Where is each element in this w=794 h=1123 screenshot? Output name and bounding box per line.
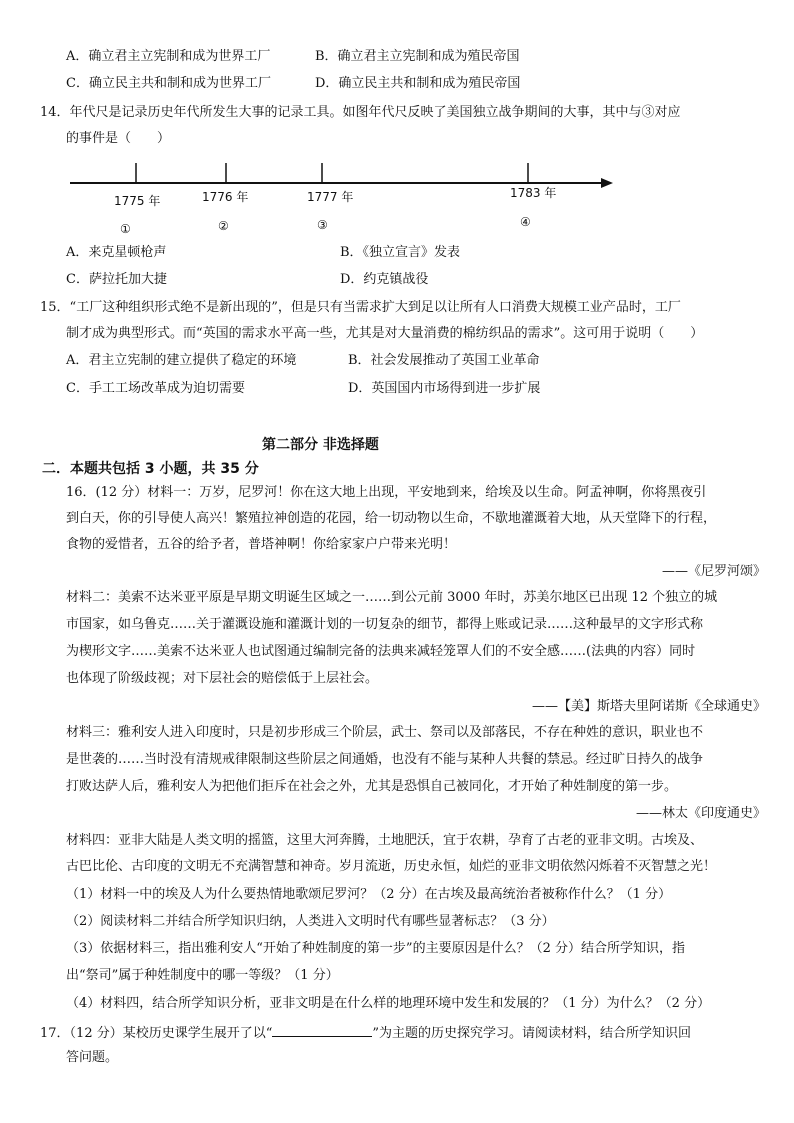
year-label-1: 1775 年 xyxy=(114,194,161,208)
q13-option-a: A．确立君主立宪制和成为世界工厂 xyxy=(66,49,271,64)
q17-stem-post: ”为主题的历史探究学习。请阅读材料，结合所学知识回 xyxy=(372,1026,692,1041)
q15-option-b: B．社会发展推动了英国工业革命 xyxy=(348,353,540,368)
q17-stem-cont: 答问题。 xyxy=(66,1050,119,1065)
q14-option-c: C．萨拉托加大捷 xyxy=(66,272,167,287)
mark-2: ② xyxy=(218,219,229,233)
q16-m1-line2: 到白天，你的引导使人高兴！繁殖拉神创造的花园，给一切动物以生命，不歇地灌溉着大地，从天堂降下的行程， xyxy=(66,511,717,526)
q14-stem: 14．年代尺是记录历史年代所发生大事的记录工具。如图年代尺反映了美国独立战争期间的大事，其中与③对应 xyxy=(40,105,681,120)
q15-option-d: D．英国国内市场得到进一步扩展 xyxy=(348,381,541,396)
mark-4: ④ xyxy=(520,215,531,229)
q16-m3-line1: 材料三：雅利安人进入印度时，只是初步形成三个阶层，武士、祭司以及部落民，不存在种姓的意识，职业也不 xyxy=(66,725,704,740)
q15-stem: 15．“工厂这种组织形式绝不是新出现的”，但是只有当需求扩大到足以让所有人口消费大规模工业产品时，工厂 xyxy=(40,300,681,315)
q13-option-b: B．确立君主立宪制和成为殖民帝国 xyxy=(315,49,520,64)
q16-m4-line1: 材料四：亚非大陆是人类文明的摇篮，这里大河奔腾，土地肥沃，宜于农耕，孕育了古老的亚非文明。古埃及、 xyxy=(66,833,704,848)
q16-subquestion-3-cont: 出“祭司”属于种姓制度中的哪一等级？（1 分） xyxy=(66,968,339,983)
part2-title: 第二部分 非选择题 xyxy=(262,437,379,453)
q13-option-d: D．确立民主共和制和成为殖民帝国 xyxy=(315,76,521,91)
section-heading: 二．本题共包括 3 小题，共 35 分 xyxy=(42,461,259,477)
q17-stem xyxy=(40,1022,691,1043)
mark-3: ③ xyxy=(317,218,328,232)
q13-option-c: C．确立民主共和制和成为世界工厂 xyxy=(66,76,271,91)
q16-subquestion-2: （2）阅读材料二并结合所学知识归纳，人类进入文明时代有哪些显著标志？（3 分） xyxy=(66,914,555,929)
q16-m1-line3: 食物的爱惜者，五谷的给予者，普塔神啊！你给家家户户带来光明！ xyxy=(66,537,457,552)
year-label-4: 1783 年 xyxy=(510,186,557,200)
q17-stem-pre: 17．（12 分）某校历史课学生展开了以“ xyxy=(40,1026,273,1041)
q16-subquestion-3: （3）依据材料三，指出雅利安人“开始了种姓制度的第一步”的主要原因是什么？（2 分）结合所学知识，指 xyxy=(66,941,685,956)
q16-m2-line1: 材料二：美索不达米亚平原是早期文明诞生区域之一……到公元前 3000 年时，苏美尔地区已出现 12 个独立的城 xyxy=(66,590,718,605)
q15-option-c: C．手工工场改革成为迫切需要 xyxy=(66,381,245,396)
q16-m2-line4: 也体现了阶级歧视；对下层社会的赔偿低于上层社会。 xyxy=(66,671,379,686)
q16-m1-line1: 16．(12 分）材料一：万岁，尼罗河！你在这大地上出现，平安地到来，给埃及以生命。阿孟神啊，你将黑夜引 xyxy=(66,485,707,500)
q16-m3-source: ——林太《印度通史》 xyxy=(635,806,766,821)
mark-1: ① xyxy=(120,222,131,236)
q14-stem-cont: 的事件是（ ） xyxy=(66,131,171,146)
q16-m3-line3: 打败达萨人后，雅利安人为把他们拒斥在社会之外，尤其是恐惧自己被同化，才开始了种姓制度的第一步。 xyxy=(66,779,678,794)
q16-m3-line2: 是世袭的……当时没有清规戒律限制这些阶层之间通婚，也没有不能与某种人共餐的禁忌。经过旷日持久的战争 xyxy=(66,752,704,767)
q15-stem-cont: 制才成为典型形式。而“英国的需求水平高一些，尤其是对大量消费的棉纺织品的需求”。这可用于说明（ ） xyxy=(66,326,704,341)
q14-option-d: D．约克镇战役 xyxy=(340,272,429,287)
q16-subquestion-4: （4）材料四，结合所学知识分析，亚非文明是在什么样的地理环境中发生和发展的？（1 分）为什么？（2 分） xyxy=(66,996,711,1011)
timeline-figure xyxy=(60,155,630,240)
year-label-2: 1776 年 xyxy=(202,190,249,204)
q14-option-a: A．来克星顿枪声 xyxy=(66,245,167,260)
q16-m2-source: ——【美】斯塔夫里阿诺斯《全球通史》 xyxy=(531,699,766,714)
q14-option-b: B．《独立宣言》发表 xyxy=(340,245,461,260)
q16-m1-source: ——《尼罗河颂》 xyxy=(661,564,766,579)
q16-m2-line2: 市国家，如乌鲁克……关于灌溉设施和灌溉计划的一切复杂的细节，都得上账或记录……这种最早的文字形式称 xyxy=(66,617,704,632)
year-label-3: 1777 年 xyxy=(307,190,354,204)
q16-m2-line3: 为楔形文字……美索不达米亚人也试图通过编制完备的法典来减轻笼罩人们的不安全感……(法典的内容）同时 xyxy=(66,644,696,659)
q16-m4-line2: 古巴比伦、古印度的文明无不充满智慧和神奇。岁月流逝，历史永恒，灿烂的亚非文明依然闪烁着不灭智慧之光！ xyxy=(66,859,717,874)
timeline-arrow xyxy=(601,178,613,188)
topic-blank[interactable] xyxy=(272,1022,372,1037)
q16-subquestion-1: （1）材料一中的埃及人为什么要热情地歌颂尼罗河？（2 分）在古埃及最高统治者被称作什么？（1 分） xyxy=(66,887,672,902)
q15-option-a: A．君主立宪制的建立提供了稳定的环境 xyxy=(66,353,297,368)
